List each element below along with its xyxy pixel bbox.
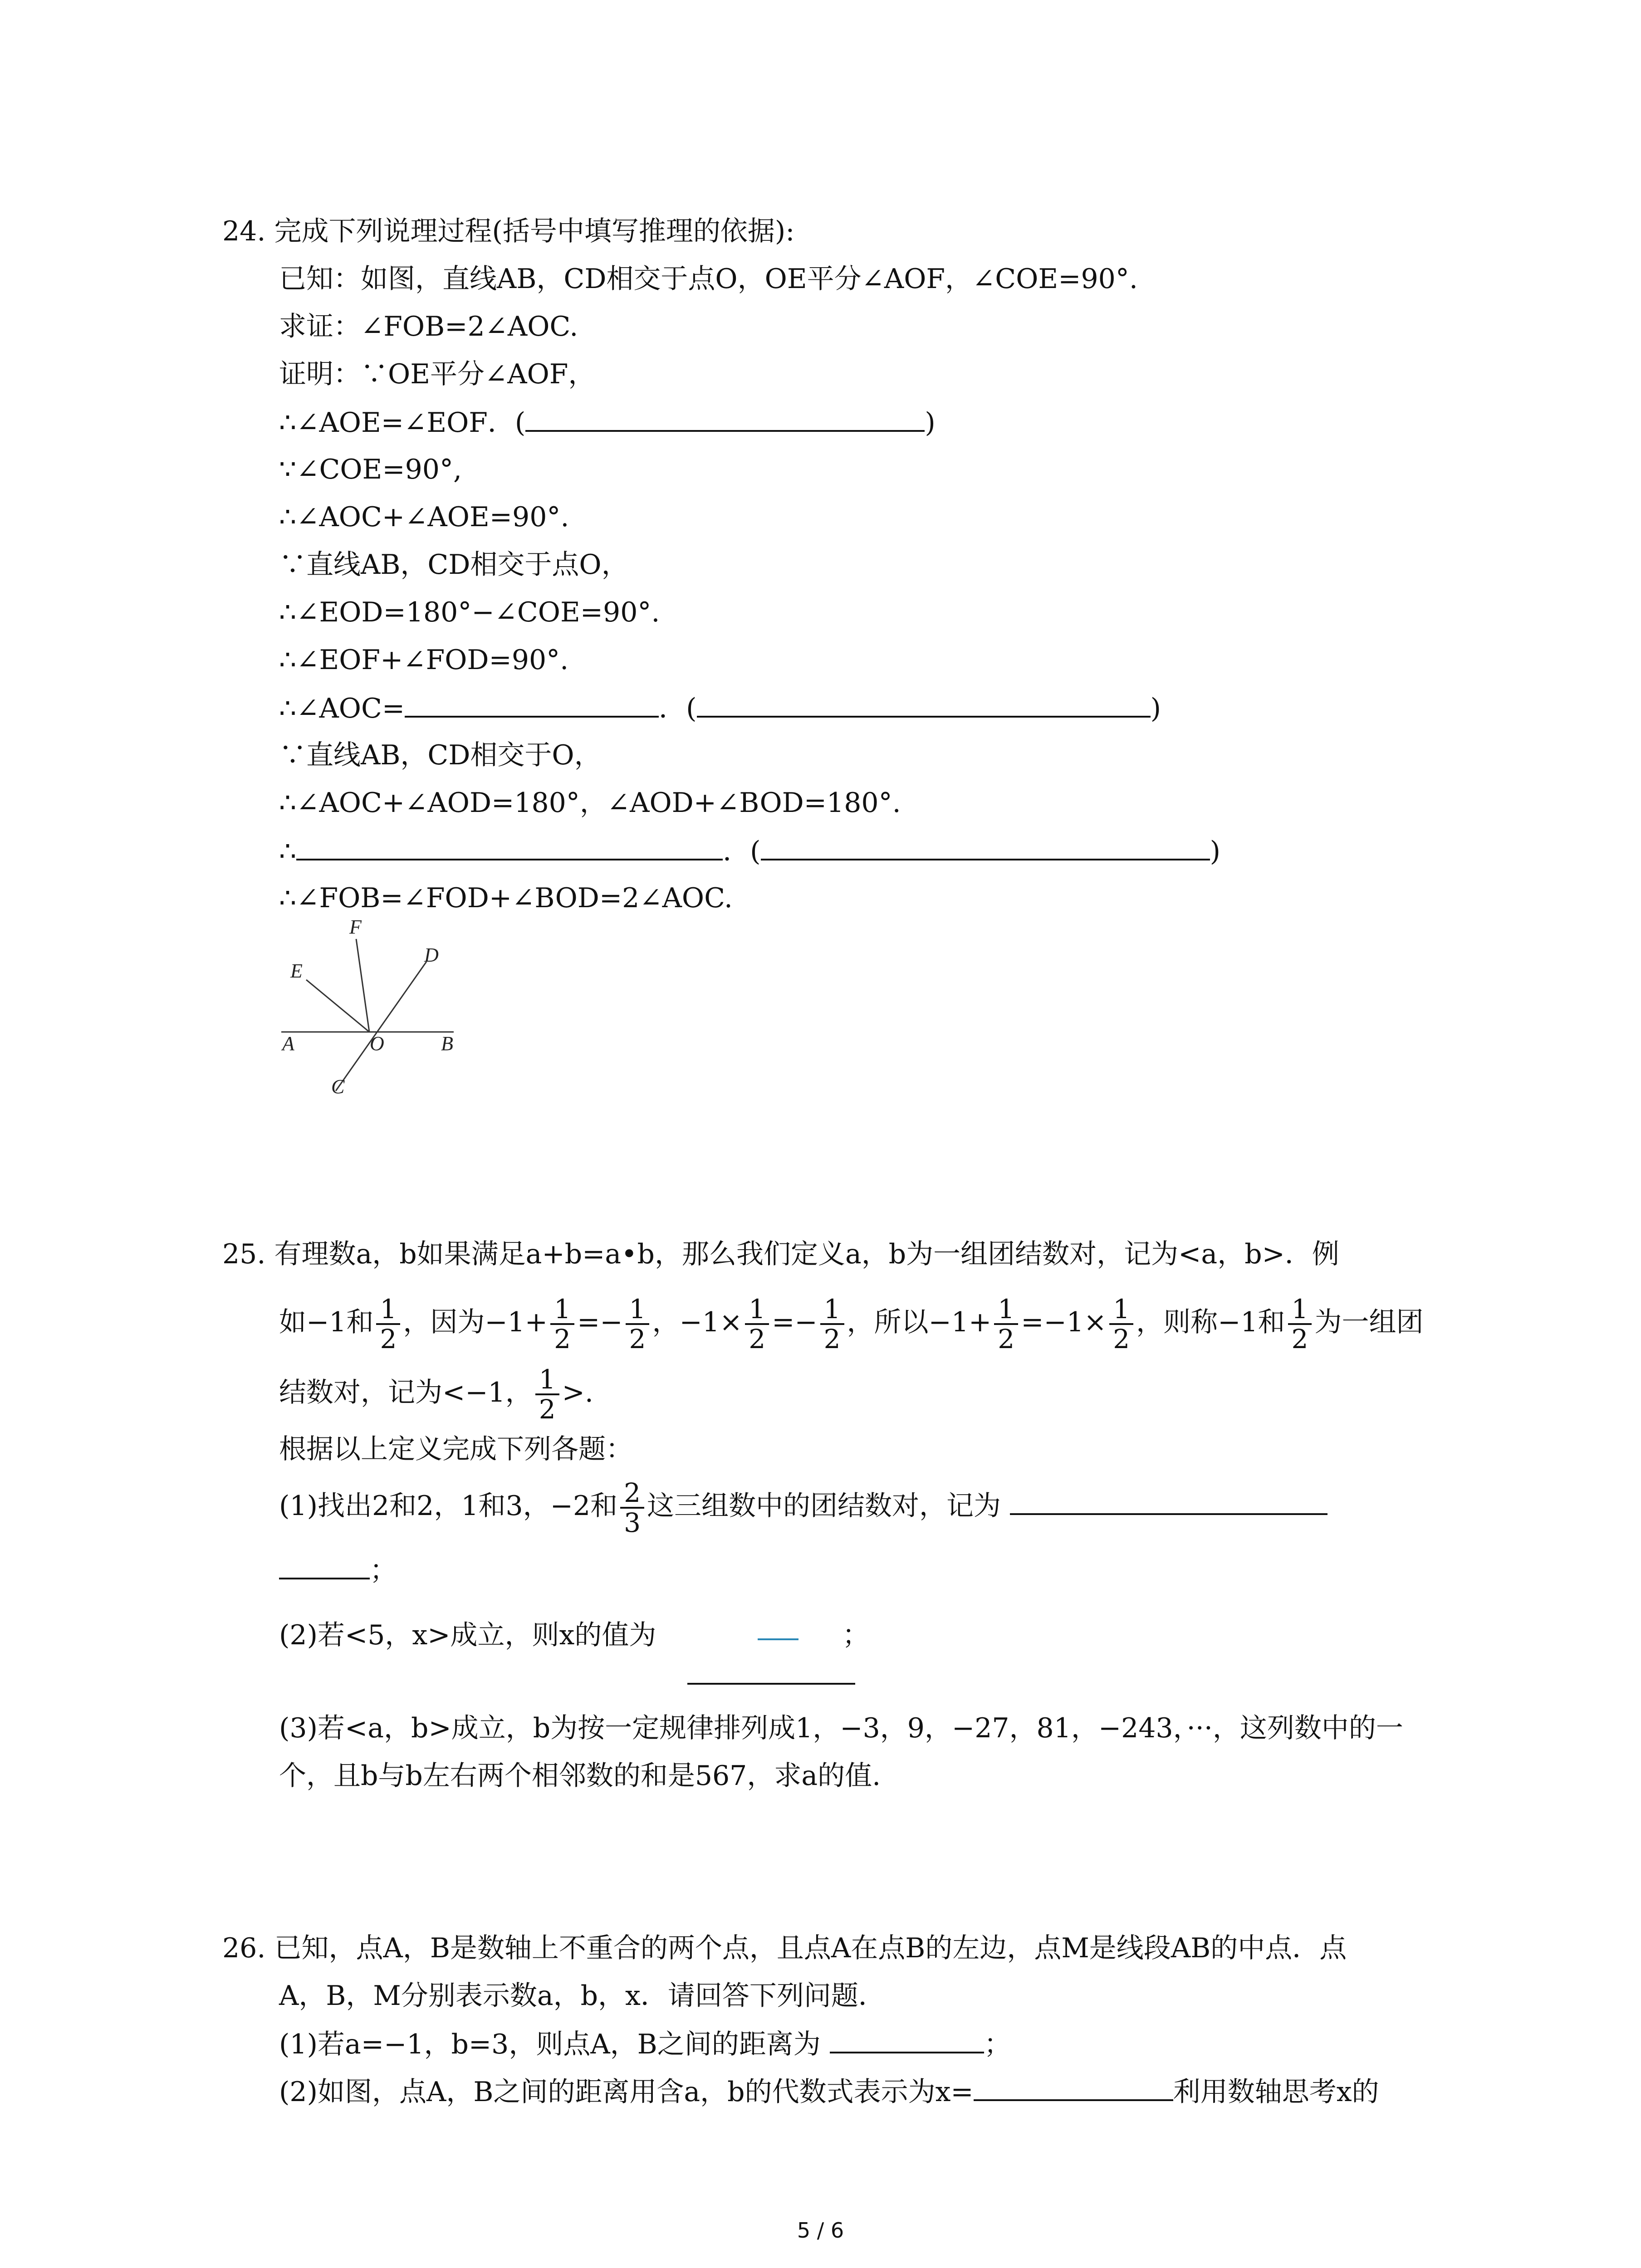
q25-example xyxy=(279,1288,1423,1356)
q24-step-7-text: ∴∠AOC= xyxy=(279,693,405,724)
fraction-numerator: 2 xyxy=(624,1477,641,1509)
q24-step-9: ∴∠AOC+∠AOD=180°，∠AOD+∠BOD=180°. xyxy=(279,787,901,819)
fraction-denominator: 2 xyxy=(550,1323,574,1353)
fraction-denominator: 2 xyxy=(535,1393,559,1423)
q25-example-text: =− xyxy=(772,1306,818,1338)
fraction-denominator: 2 xyxy=(994,1323,1018,1353)
fraction-numerator: 1 xyxy=(998,1294,1015,1325)
fraction-numerator: 1 xyxy=(749,1294,766,1325)
q25-part-1 xyxy=(279,1472,1327,1540)
ray-oe xyxy=(306,980,369,1032)
q24-prove: 求证：∠FOB=2∠AOC. xyxy=(279,311,578,342)
fraction-half xyxy=(994,1295,1018,1353)
fraction-denominator: 2 xyxy=(820,1323,844,1353)
q25-part-2 xyxy=(279,1617,869,1653)
fraction-numerator: 1 xyxy=(823,1294,841,1325)
q24-step-2: ∵∠COE=90°, xyxy=(279,454,462,485)
answer-blank[interactable] xyxy=(1010,1487,1327,1515)
fraction-half xyxy=(626,1295,650,1353)
q25-part-1-end: ； xyxy=(370,1554,397,1586)
fraction-half xyxy=(1288,1295,1312,1353)
q25-part-2-text: (2)若<5，x>成立，则x的值为 xyxy=(279,1619,656,1651)
q25-part-1-cont xyxy=(279,1551,397,1589)
fraction-half xyxy=(376,1295,400,1353)
label-e: E xyxy=(290,960,303,982)
answer-mark xyxy=(758,1638,798,1640)
fraction-half xyxy=(820,1295,844,1353)
q24-step-10-close: ) xyxy=(1210,836,1221,867)
q25-example-text: =− xyxy=(577,1306,623,1338)
fraction-numerator: 1 xyxy=(554,1294,571,1325)
ray-of xyxy=(356,939,369,1032)
fraction-denominator: 2 xyxy=(1288,1323,1312,1353)
q25-instruction: 根据以上定义完成下列各题： xyxy=(279,1433,633,1465)
q25-example-cont xyxy=(279,1359,593,1427)
q26-part-1-end: ； xyxy=(984,2028,1011,2060)
fraction-half xyxy=(550,1295,574,1353)
q25-example-text: =−1× xyxy=(1021,1306,1107,1338)
q26-intro: 26. 已知，点A，B是数轴上不重合的两个点，且点A在点B的左边，点M是线段AB的中点．点 xyxy=(222,1932,1347,1964)
q25-example-cont-text: 结数对，记为<−1， xyxy=(279,1377,533,1408)
q24-given: 已知：如图，直线AB，CD相交于点O，OE平分∠AOF，∠COE=90°. xyxy=(279,263,1138,295)
q25-example-text: ，所以−1+ xyxy=(847,1306,992,1338)
q25-example-cont-text: >. xyxy=(562,1377,593,1408)
q24-proof-start: 证明：∵OE平分∠AOF， xyxy=(279,358,596,390)
q24-step-1 xyxy=(279,404,936,441)
q25-example-text: 为一组团 xyxy=(1314,1306,1424,1338)
q24-conclusion: ∴∠FOB=∠FOD+∠BOD=2∠AOC. xyxy=(279,882,733,914)
q25-example-text: ，−1× xyxy=(652,1306,743,1338)
reason-blank[interactable] xyxy=(761,832,1210,860)
fraction-denominator: 2 xyxy=(1109,1323,1133,1353)
label-d: D xyxy=(424,944,439,966)
fraction-half xyxy=(535,1365,559,1423)
label-f: F xyxy=(349,916,362,938)
q25-intro: 25. 有理数a，b如果满足a+b=a•b，那么我们定义a，b为一组团结数对，记为<a，b>．例 xyxy=(222,1238,1339,1270)
label-a: A xyxy=(282,1032,294,1055)
fraction-denominator: 2 xyxy=(626,1323,650,1353)
q24-title: 24. 完成下列说理过程(括号中填写推理的依据): xyxy=(222,215,795,247)
answer-blank[interactable] xyxy=(405,689,659,718)
q24-step-4: ∵直线AB，CD相交于点O， xyxy=(279,549,629,581)
line-cd xyxy=(336,962,426,1091)
fraction-half xyxy=(745,1295,769,1353)
q24-step-1-text: ∴∠AOE=∠EOF．( xyxy=(279,407,526,439)
q25-part-3: (3)若<a，b>成立，b为按一定规律排列成1，−3，9，−27，81，−243，···，这列数中的一 xyxy=(279,1712,1403,1744)
answer-blank[interactable] xyxy=(525,404,925,432)
fraction-numerator: 1 xyxy=(629,1294,646,1325)
fraction-numerator: 1 xyxy=(380,1294,397,1325)
fraction-two-thirds xyxy=(620,1479,644,1537)
q25-example-text: 如−1和 xyxy=(279,1306,374,1338)
q24-step-1-close: ) xyxy=(925,407,936,439)
q26-part-1-text: (1)若a=−1，b=3，则点A，B之间的距离为 xyxy=(279,2028,821,2060)
q25-part-3-cont: 个，且b与b左右两个相邻数的和是567，求a的值. xyxy=(279,1760,881,1792)
q24-step-6: ∴∠EOF+∠FOD=90°. xyxy=(279,644,569,676)
q26-part-2-text: (2)如图，点A，B之间的距离用含a，b的代数式表示为x= xyxy=(279,2076,974,2108)
answer-blank[interactable] xyxy=(830,2025,984,2053)
label-b: B xyxy=(441,1032,453,1055)
fraction-denominator: 2 xyxy=(745,1323,769,1353)
q24-step-5: ∴∠EOD=180°−∠COE=90°. xyxy=(279,596,660,628)
fraction-denominator: 2 xyxy=(376,1323,400,1353)
q24-step-3: ∴∠AOC+∠AOE=90°. xyxy=(279,501,569,533)
q24-step-10-text: ∴ xyxy=(279,836,297,867)
q25-example-text: ，因为−1+ xyxy=(403,1306,548,1338)
page-number: 5 / 6 xyxy=(797,2218,844,2243)
label-o: O xyxy=(370,1032,384,1055)
q25-part-2-end: ； xyxy=(842,1619,870,1651)
label-c: C xyxy=(331,1075,345,1098)
q24-step-7-open: ．( xyxy=(659,693,697,724)
fraction-numerator: 1 xyxy=(1113,1294,1130,1325)
q24-step-7 xyxy=(279,689,1161,727)
q26-part-2-text: 利用数轴思考x的 xyxy=(1173,2076,1379,2108)
answer-blank[interactable] xyxy=(296,832,723,860)
q24-step-10 xyxy=(279,832,1220,870)
fraction-numerator: 1 xyxy=(539,1364,556,1395)
reason-blank[interactable] xyxy=(697,689,1151,718)
answer-blank[interactable] xyxy=(974,2073,1173,2101)
q25-part-1-text: (1)找出2和2，1和3，−2和 xyxy=(279,1490,618,1522)
q26-intro-cont: A，B，M分别表示数a，b，x．请回答下列问题． xyxy=(279,1980,886,2012)
q25-part-1-text: 这三组数中的团结数对，记为 xyxy=(647,1490,1001,1522)
fraction-numerator: 1 xyxy=(1291,1294,1308,1325)
q24-step-10-open: ．( xyxy=(723,836,761,867)
fraction-half xyxy=(1109,1295,1133,1353)
angle-figure xyxy=(272,912,499,1111)
fraction-denominator: 3 xyxy=(620,1507,644,1537)
answer-blank[interactable] xyxy=(279,1551,370,1579)
q25-example-text: ，则称−1和 xyxy=(1136,1306,1285,1338)
q24-step-8: ∵直线AB，CD相交于O， xyxy=(279,739,602,771)
q26-part-2 xyxy=(279,2073,1379,2110)
answer-blank[interactable] xyxy=(687,1683,855,1685)
q26-part-1 xyxy=(279,2025,1011,2063)
q24-step-7-close: ) xyxy=(1150,693,1161,724)
